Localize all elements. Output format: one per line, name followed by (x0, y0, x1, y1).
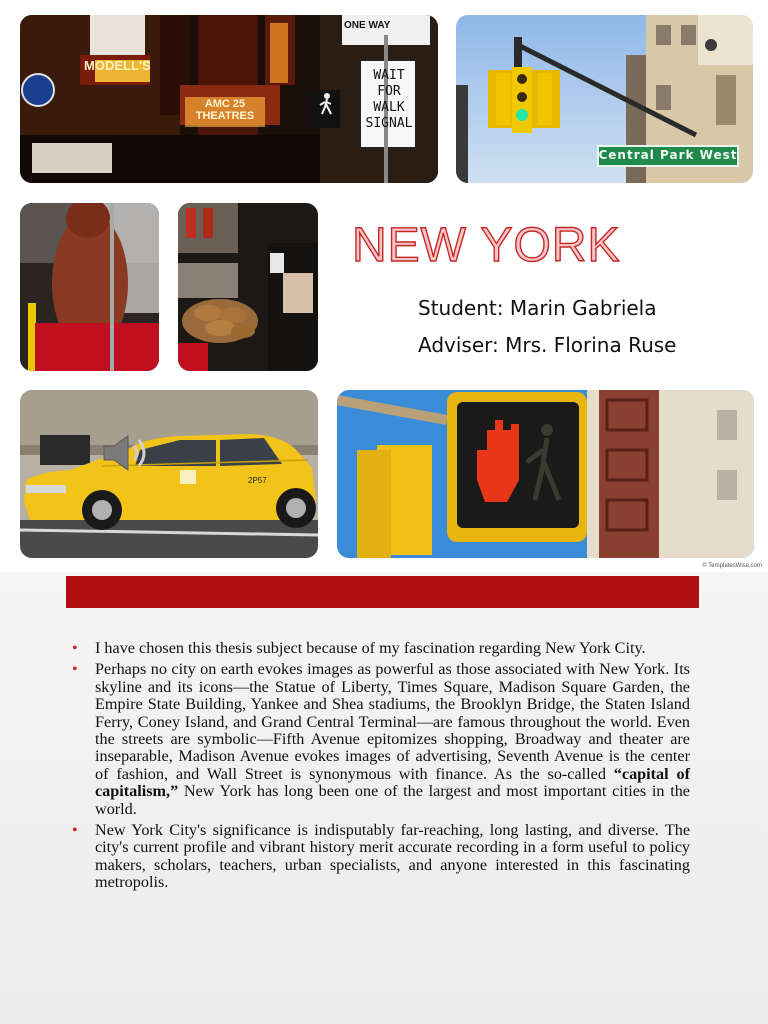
adviser-name: Adviser: Mrs. Florina Ruse (418, 333, 677, 357)
red-header-bar (66, 576, 699, 608)
speaker-audio-icon[interactable] (100, 432, 154, 474)
template-credit: © TemplatesWise.com (702, 563, 762, 569)
bullet-text: New York has long been one of the largest and most important cities in the world. (95, 782, 690, 818)
bullet-text: Perhaps no city on earth evokes images as powerful as those associated with New York. Its skyline and its icons—the Statue of Liberty, Times Square, Madison Square Garden, the Empire State Building, Yankee and Shea stadiums, the Brooklyn Bridge, the Staten Island Ferry, Coney Island, and Grand Central Terminal—are famous throughout the world. Even the streets are symbolic—Fifth Avenue epitomizes shopping, Broadway and theater are inseparable, Madison Avenue evokes images of advertising, Seventh Avenue is the center of fashion, and Wall Street is synonymous with finance. As the so-called (95, 660, 690, 783)
bullet-bold-phrase: “capital of capitalism,” (95, 764, 690, 801)
photo-street-vendor (20, 203, 159, 371)
bullet-item (72, 640, 690, 657)
sign-one-way: ONE WAY (344, 20, 391, 31)
student-name: Student: Marin Gabriela (418, 296, 657, 320)
bullet-text: New York City's significance is indisputably far-reaching, long lasting, and diverse. The city's current profile and vibrant history merit accurate recording in a form useful to policy makers, scholars, teachers, urban specialists, and anyone interested in this fascinating metropolis. (95, 821, 690, 892)
taxi-number: 2P57 (248, 476, 267, 485)
photo-yellow-taxi (20, 390, 318, 558)
photo-pretzel-cart (178, 203, 318, 371)
street-sign-label: Central Park West (598, 148, 738, 162)
sign-wait-for-walk: WAIT FOR WALK SIGNAL (365, 68, 413, 131)
slide-title: NEW YORK (352, 219, 621, 272)
bullet-item (72, 822, 690, 892)
sign-theatres: AMC 25 THEATRES (195, 98, 255, 122)
photo-dont-walk-signal (337, 390, 754, 558)
walk-pedestrian-icon (316, 92, 338, 116)
bullet-list (72, 640, 690, 896)
bullet-text: I have chosen this thesis subject because of my fascination regarding New York City. (95, 639, 646, 657)
sign-modells: MODELL'S (84, 58, 151, 73)
bullet-item (72, 661, 690, 818)
